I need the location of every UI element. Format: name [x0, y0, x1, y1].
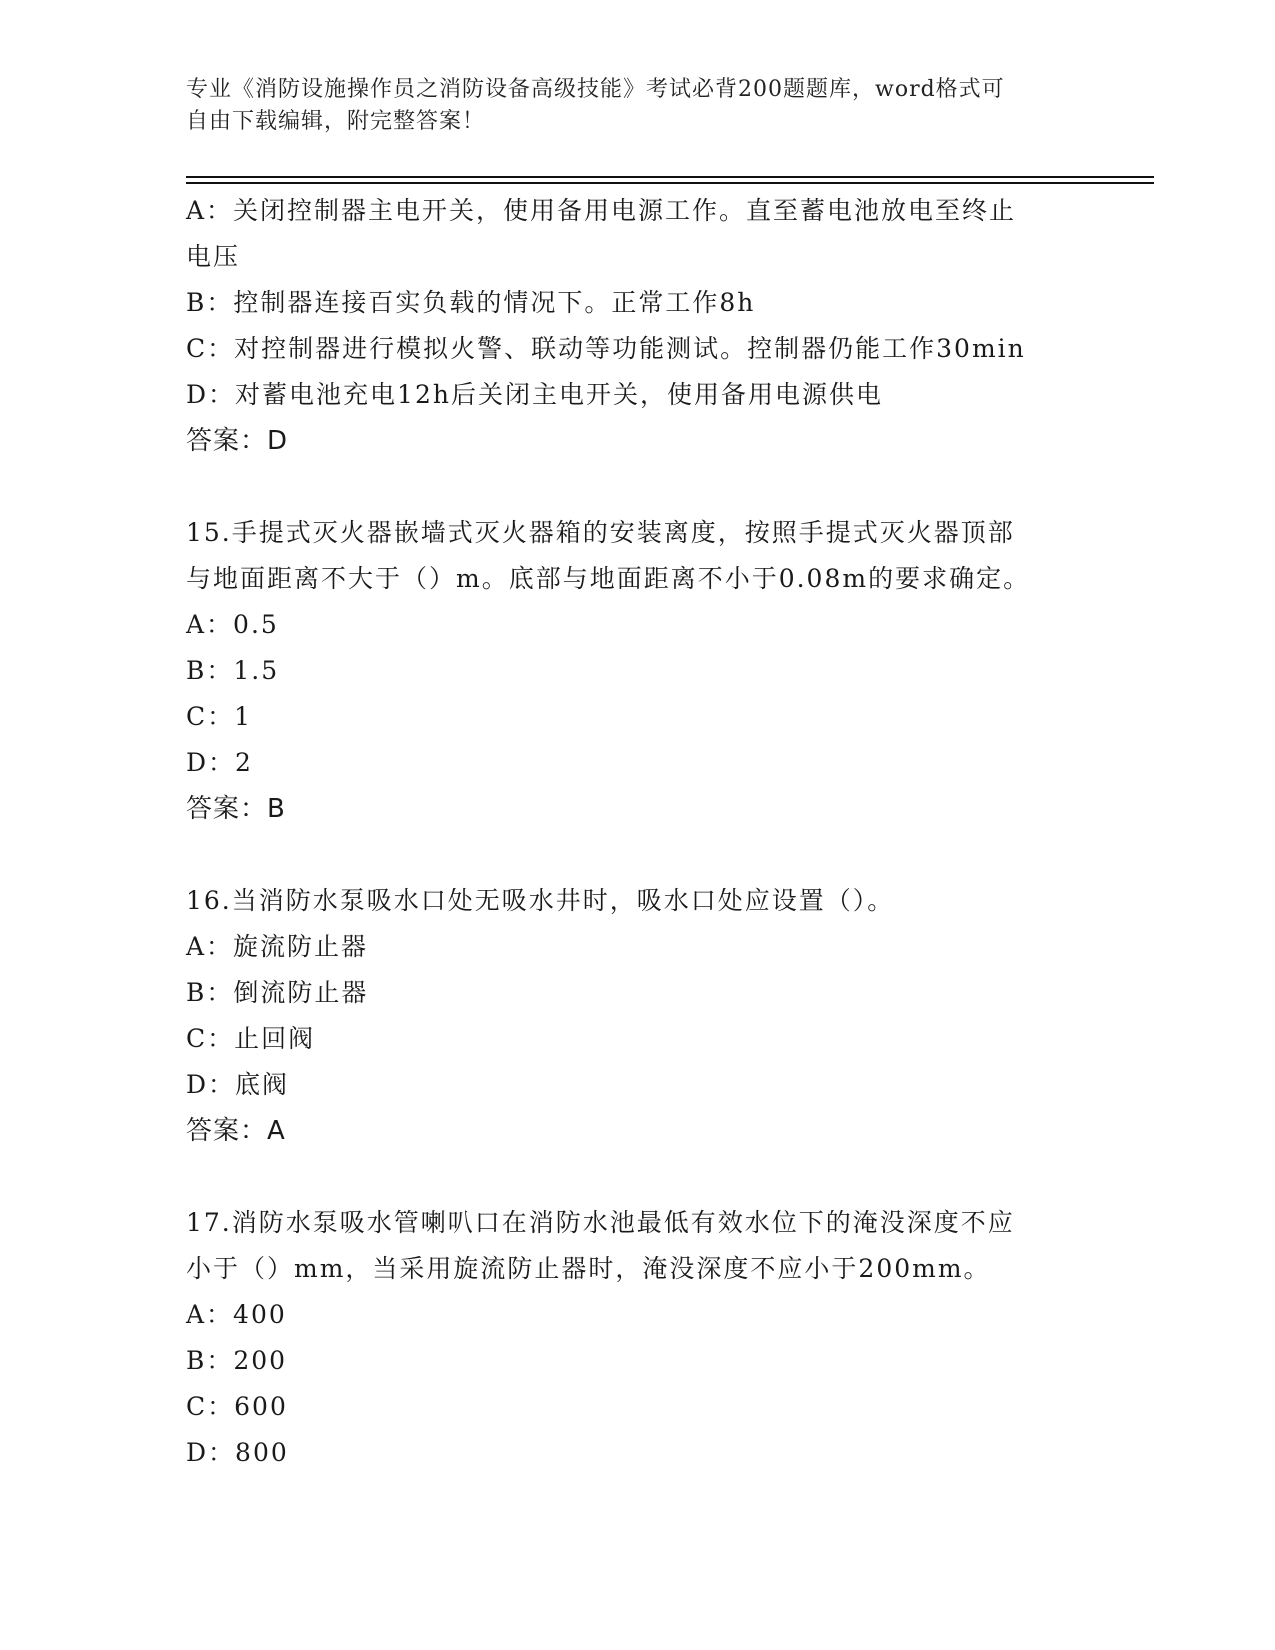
q17-stem-line-1: 17.消防水泵吸水管喇叭口在消防水池最低有效水位下的淹没深度不应	[186, 1208, 1015, 1237]
spacer	[186, 832, 1086, 878]
q14-answer: 答案：D	[186, 426, 289, 456]
q14-option-c: C：对控制器进行模拟火警、联动等功能测试。控制器仍能工作30min	[186, 334, 1026, 363]
q15-option-b: B：1.5	[186, 656, 280, 685]
q15-option-c: C：1	[186, 702, 253, 731]
q16-stem-line-1: 16.当消防水泵吸水口处无吸水井时，吸水口处应设置（）。	[186, 886, 895, 915]
q16-option-b: B：倒流防止器	[186, 978, 369, 1007]
header-line-2: 自由下载编辑，附完整答案！	[186, 109, 486, 134]
q14-option-a-cont: 电压	[186, 242, 241, 271]
header-line-1: 专业《消防设施操作员之消防设备高级技能》考试必背200题题库，word格式可	[186, 77, 1005, 102]
q15-stem-line-1: 15.手提式灭火器嵌墙式灭火器箱的安装离度，按照手提式灭火器顶部	[186, 518, 1015, 547]
q14-option-a: A：关闭控制器主电开关，使用备用电源工作。直至蓄电池放电至终止	[186, 196, 1017, 225]
q16-option-c: C：止回阀	[186, 1024, 316, 1053]
spacer	[186, 464, 1086, 510]
question-17	[186, 1200, 1086, 1476]
q16-answer: 答案：A	[186, 1116, 286, 1146]
q17-option-c: C：600	[186, 1392, 288, 1421]
q15-option-a: A：0.5	[186, 610, 279, 639]
header-divider-bottom	[186, 182, 1154, 184]
q17-stem-line-2: 小于（）mm，当采用旋流防止器时，淹没深度不应小于200mm。	[186, 1254, 991, 1283]
question-15	[186, 510, 1086, 832]
question-list	[186, 188, 1086, 1476]
q15-option-d: D：2	[186, 748, 253, 777]
header-divider-top	[186, 176, 1154, 178]
q15-answer: 答案：B	[186, 794, 286, 824]
question-16	[186, 878, 1086, 1154]
question-14	[186, 188, 1086, 464]
q14-option-b: B：控制器连接百实负载的情况下。正常工作8h	[186, 288, 756, 317]
q17-option-d: D：800	[186, 1438, 289, 1467]
q15-stem-line-2: 与地面距离不大于（）m。底部与地面距离不小于0.08m的要求确定。	[186, 564, 1031, 593]
document-header	[186, 74, 1066, 138]
q17-option-b: B：200	[186, 1346, 288, 1375]
q16-option-a: A：旋流防止器	[186, 932, 369, 961]
q14-option-d: D：对蓄电池充电12h后关闭主电开关，使用备用电源供电	[186, 380, 883, 409]
q16-option-d: D：底阀	[186, 1070, 290, 1099]
q17-option-a: A：400	[186, 1300, 287, 1329]
spacer	[186, 1154, 1086, 1200]
